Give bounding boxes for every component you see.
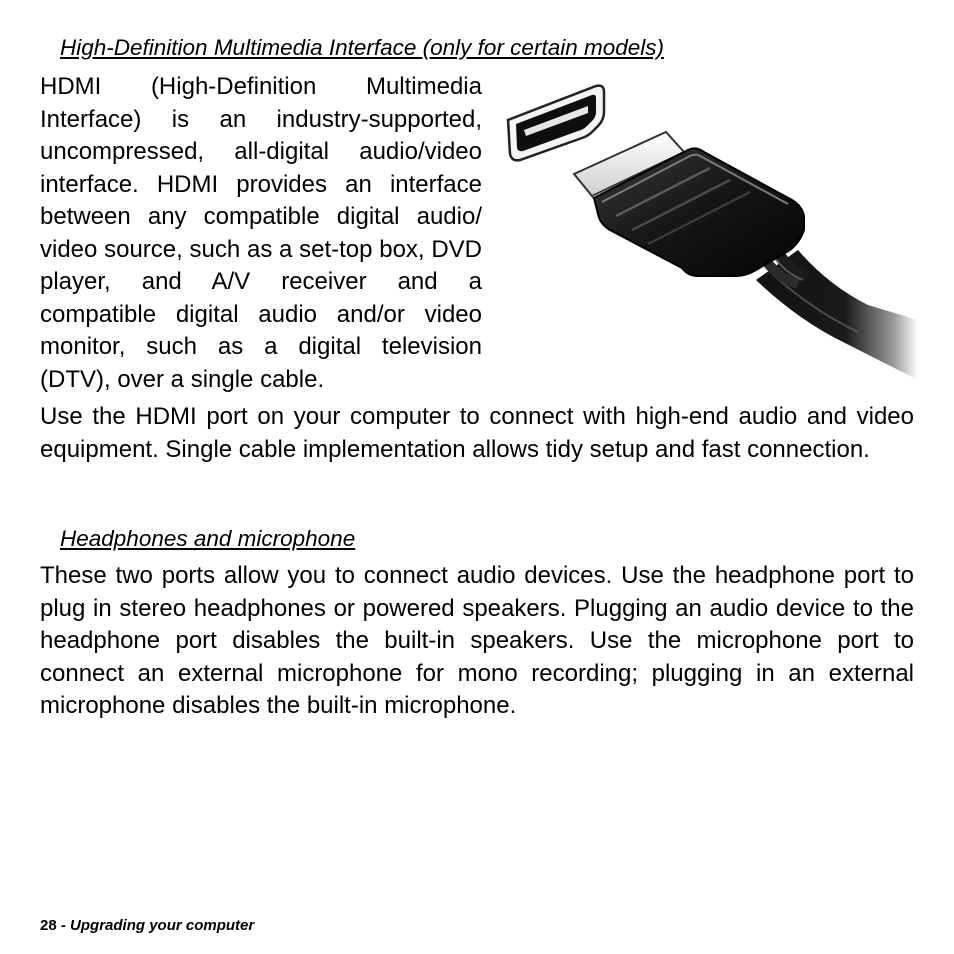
footer-separator: -	[56, 917, 71, 934]
page-footer	[40, 917, 254, 934]
audio-ports-paragraph: These two ports allow you to connect audio devices. Use the headphone port to plug in stereo headphones or powered speakers. Plugging an audio device to the headphone port disables the built-in speakers. Use the microphone port to connect an external microphone for mono recording; plugging in an external microphone disables the built-in microphone.	[40, 562, 914, 719]
hdmi-port-icon	[508, 86, 604, 161]
hdmi-usage-paragraph: Use the HDMI port on your computer to connect with high-end audio and video equipment. Single cable implementation allows tidy setup and fast connection.	[40, 403, 914, 463]
section-heading-audio: Headphones and microphone	[60, 526, 356, 551]
hdmi-connector-icon	[498, 80, 918, 380]
chapter-title: Upgrading your computer	[70, 917, 255, 934]
page-number: 28	[40, 917, 57, 934]
hdmi-intro-paragraph: HDMI (High-Definition Multimedia Interface) is an industry-supported, uncompressed, all-digital audio/video interface. HDMI provides an interface between any compatible digital audio/ video source, such as a set-top box, DVD player, and A/V receiver and a compatible digital audio and/or video monitor, such as a digital television (DTV), over a single cable.	[40, 73, 482, 393]
hdmi-cable-icon	[756, 248, 918, 380]
section-heading-hdmi: High-Definition Multimedia Interface (only for certain models)	[60, 35, 664, 60]
